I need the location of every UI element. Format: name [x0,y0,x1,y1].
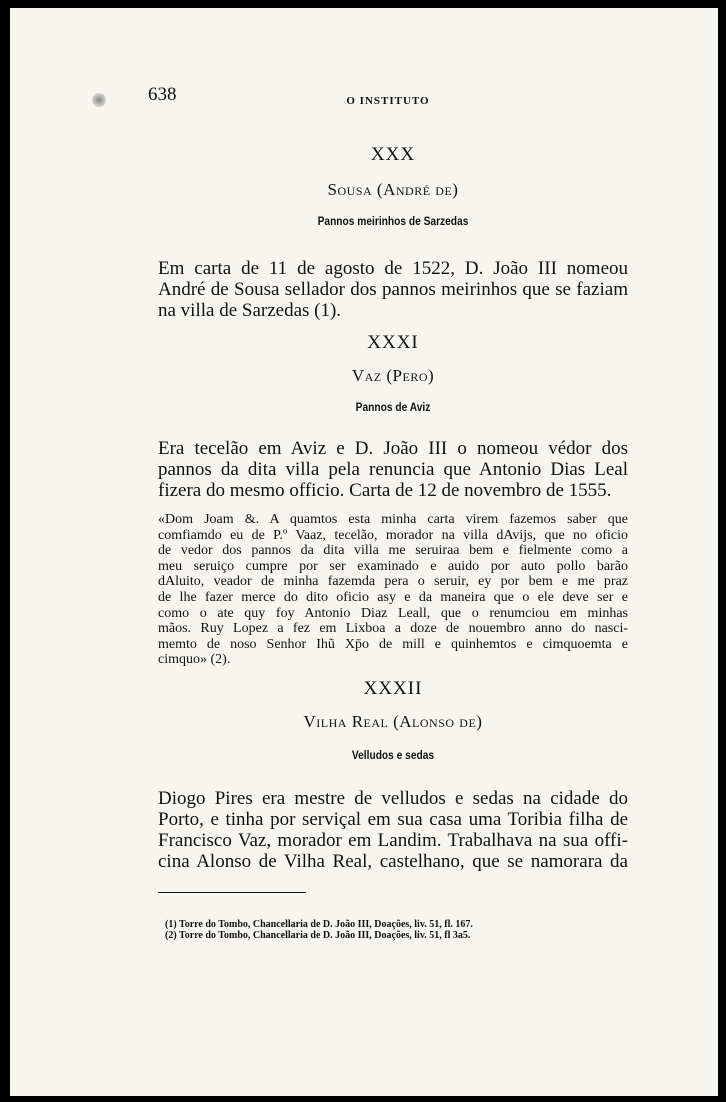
section-subject: Pannos meirinhos de Sarzedas [317,214,469,228]
paragraph-line: Em carta de 11 de agosto de 1522, D. João III nomeou [158,258,628,279]
paragraph-line: Porto, e tinha por serviçal em sua casa uma Toribia filha de [158,809,628,830]
section-name: Vaz (Pero) [351,366,435,385]
section-numeral: XXXI [367,332,419,353]
paragraph-line: fizera do mesmo officio. Carta de 12 de novembro de 1555. [158,480,612,501]
section-subject: Pannos de Aviz [355,400,431,414]
section-paragraph [158,258,628,321]
quote-line: meu seruiço cumpre por ser examinado e auido por auto pollo barão [158,558,628,574]
paragraph-line: na villa de Sarzedas (1). [158,300,342,321]
footnotes [165,919,595,941]
section-numeral: XXXII [363,678,423,699]
page-header [148,84,628,108]
footnote: (1) Torre do Tombo, Chancellaria de D. João III, Doações, liv. 51, fl. 167. [165,919,473,930]
paragraph-line: Francisco Vaz, morador em Landim. Trabalhava na sua offi- [158,830,628,851]
footnote-divider [158,892,306,893]
paragraph-line: cina Alonso de Vilha Real, castelhano, que se namorara da [158,851,628,872]
quote-line: como o ate quy foy Antonio Diaz Leall, que o renumciou em minhas [158,605,628,621]
footnote: (2) Torre do Tombo, Chancellaria de D. João III, Doações, liv. 51, fl 3a5. [165,930,471,941]
paragraph-line: Era tecelão em Aviz e D. João III o nomeou védor dos [158,438,628,459]
section-numeral: XXX [370,144,416,165]
section-name: Sousa (André de) [327,180,459,199]
section-name: Vilha Real (Alonso de) [303,712,483,731]
paragraph-line: Diogo Pires era mestre de velludos e sedas na cidade do [158,788,628,809]
section-subject: Velludos e sedas [351,748,435,762]
quote-line: mãos. Ruy Lopez a fez em Lixboa a doze de nouembro anno do nasci- [158,621,628,637]
document-quotation [158,512,628,668]
paragraph-line: pannos da dita villa pela renuncia que Antonio Dias Leal [158,459,628,480]
quote-line: dAluito, veador de minha fazemda pera o seruir, ey por bem e me praz [158,574,628,590]
quote-line: memto de noso Senhor Ihũ Xp̄o de mill e quinhemtos e cimquoemta e [158,636,628,652]
quote-line: «Dom Joam &. A quamtos esta minha carta virem fazemos saber que [158,512,628,527]
section-paragraph [158,438,628,501]
quote-line: de vedor dos pannos da dita villa me seruiraa bem e fielmente como a [158,543,628,559]
quote-line: comfiamdo eu de P.º Vaaz, tecelão, morador na villa dAvijs, que no oficio [158,527,628,543]
book-page [10,8,718,1096]
paragraph-line: André de Sousa sellador dos pannos meirinhos que se faziam [158,279,628,300]
page-number: 638 [148,84,177,105]
quote-line: cimquo» (2). [158,652,231,668]
quote-line: de lhe fazer merce do dito oficio asy e da maneira que o ele deve ser e [158,589,628,605]
running-head: O INSTITUTO [346,95,430,107]
ink-smudge [92,93,106,107]
section-paragraph [158,788,628,872]
